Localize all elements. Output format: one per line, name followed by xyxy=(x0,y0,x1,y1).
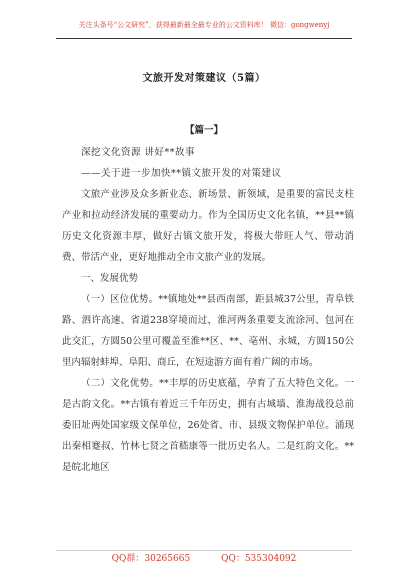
document-title: 文旅开发对策建议（5篇） xyxy=(142,73,266,84)
article-subtitle: ——关于进一步加快**镇文旅开发的对策建议 xyxy=(81,168,282,179)
section-heading: 一、发展优势 xyxy=(81,273,139,284)
article-headline: 深挖文化资源 讲好**故事 xyxy=(81,147,196,158)
body-paragraph: （二）文化优势。**丰厚的历史底蕴，孕育了五大特色文化。一是古韵文化。**古镇有着近三千年历史，拥有古城墙、淮海战役总前委旧址两处国家级文保单位，26处省、市、县级文物保护单位。涌现出秦相蹇叔、竹林七贤之首嵇康等一批历史名人。二是红韵文化。**是皖北地区 xyxy=(62,378,354,473)
footer-divider xyxy=(56,550,352,551)
body-paragraph: 文旅产业涉及众多新业态、新场景、新领域，是重要的富民支柱产业和拉动经济发展的重要动力。作为全国历史文化名镇，**县**镇历史文化资源丰厚，做好古镇文旅开发，将极大带旺人气、带动消费、带活产业，更好地推动全市文旅产业的发展。 xyxy=(62,189,354,263)
document-body xyxy=(62,142,354,478)
body-paragraph: （一）区位优势。**镇地处**县西南部，距县城37公里，青阜铁路、泗许高速、省道238穿境而过，淮河两条重要支流涂河、包河在此交汇，方圆50公里可覆盖至淮**区、**、亳州、永城，方圆150公里内辐射蚌埠、阜阳、商丘，在短途游方面有着广阔的市场。 xyxy=(62,294,354,368)
qq-number: QQ：535304092 xyxy=(221,554,297,564)
footer-contact xyxy=(0,553,408,565)
header-banner: 关注头条号“公文研究”，获得最新最全最专业的公文资料库！ 微信：gongwenyj xyxy=(78,21,330,29)
qq-group-number: QQ群：30265665 xyxy=(111,554,191,564)
header-divider xyxy=(56,38,352,39)
section-marker: 【篇一】 xyxy=(184,125,223,136)
